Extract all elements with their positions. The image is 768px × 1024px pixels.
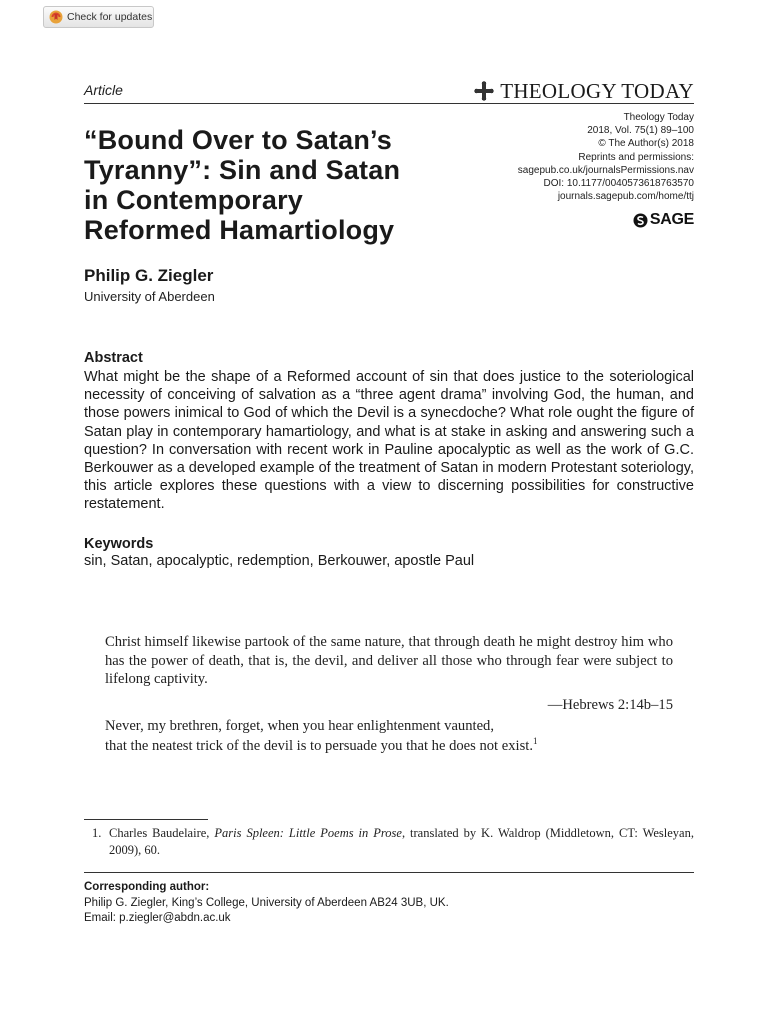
bookmark-icon (49, 10, 63, 24)
meta-doi[interactable]: DOI: 10.1177/0040573618763570 (543, 178, 694, 190)
meta-reprints: Reprints and permissions: (578, 151, 694, 163)
sage-logo-icon (633, 213, 648, 228)
correspondence-block (84, 880, 449, 927)
correspondence-address: Philip G. Ziegler, King’s College, University of Aberdeen AB24 3UB, UK. (84, 896, 449, 909)
epigraph-quote: Christ himself likewise partook of the same nature, that through death he might destroy him who has the power of death, that is, the devil, and deliver all those who through fear were subject to lifelong captivity. (105, 634, 673, 688)
footnote-details: , translated by K. Waldrop (Middletown, CT: Wesleyan, 2009), 60. (109, 826, 694, 857)
cross-icon (474, 81, 494, 101)
article-title (84, 125, 464, 245)
epigraph-line-text: that the neatest trick of the devil is to persuade you that he does not exist. (105, 738, 533, 754)
title-line: Reformed Hamartiology (84, 215, 395, 245)
epigraph-attribution: —Hebrews 2:14b–15 (547, 697, 673, 713)
title-line: Tyranny”: Sin and Satan (84, 155, 401, 185)
meta-permissions-link[interactable]: sagepub.co.uk/journalsPermissions.nav (517, 164, 694, 176)
article-metadata (464, 111, 694, 203)
epigraph-verse (105, 716, 705, 756)
author-name: Philip G. Ziegler (84, 266, 214, 285)
footnote-marker[interactable]: 1 (532, 736, 538, 747)
footnote (84, 825, 694, 859)
title-line: in Contemporary (84, 185, 304, 215)
author-affiliation: University of Aberdeen (84, 289, 215, 304)
correspondence-email[interactable]: Email: p.ziegler@abdn.ac.uk (84, 912, 231, 924)
check-for-updates-button[interactable] (43, 6, 154, 28)
keywords-text: sin, Satan, apocalyptic, redemption, Berkouwer, apostle Paul (84, 553, 475, 569)
keywords-heading: Keywords (84, 536, 154, 552)
header-rule (84, 103, 694, 104)
article-type-label: Article (84, 82, 123, 98)
epigraph-line: Never, my brethren, forget, when you hear enlightenment vaunted, (105, 718, 494, 734)
abstract-text: What might be the shape of a Reformed account of sin that does justice to the soteriological necessity of conceiving of salvation as a “three agent drama” involving God, the human, and those powers inimical to God of which the Devil is a synecdoche? What role ought the figure of Satan play in contemporary hamartiology, and what is at stake in asking and answering such a question? In conversation with recent work in Pauline apocalyptic as well as the work of G.C. Berkouwer as a developed example of the treatment of Satan in modern Protestant soteriology, this article explores these questions with a view to discerning possibilities for constructive restatement. (84, 369, 694, 513)
epigraph-line (105, 736, 705, 756)
meta-copyright: © The Author(s) 2018 (598, 138, 694, 150)
journal-logo (462, 78, 694, 104)
correspondence-heading: Corresponding author: (84, 881, 210, 893)
publisher-name: SAGE (649, 211, 694, 228)
footnote-text (109, 825, 694, 859)
title-line: “Bound Over to Satan’s (84, 125, 392, 155)
check-for-updates-label: Check for updates (67, 11, 153, 23)
footnote-number: 1. (92, 826, 102, 840)
footnote-author: Charles Baudelaire, (109, 826, 215, 840)
meta-journal-link[interactable]: journals.sagepub.com/home/ttj (557, 191, 694, 203)
meta-volume: 2018, Vol. 75(1) 89–100 (587, 125, 694, 137)
footnote-book-title: Paris Spleen: Little Poems in Prose (214, 826, 402, 840)
correspondence-rule (84, 872, 694, 873)
abstract-heading: Abstract (84, 350, 143, 366)
meta-journal: Theology Today (623, 112, 694, 123)
footnote-rule (84, 819, 208, 820)
publisher-logo (633, 211, 694, 229)
journal-name: THEOLOGY TODAY (500, 78, 694, 103)
